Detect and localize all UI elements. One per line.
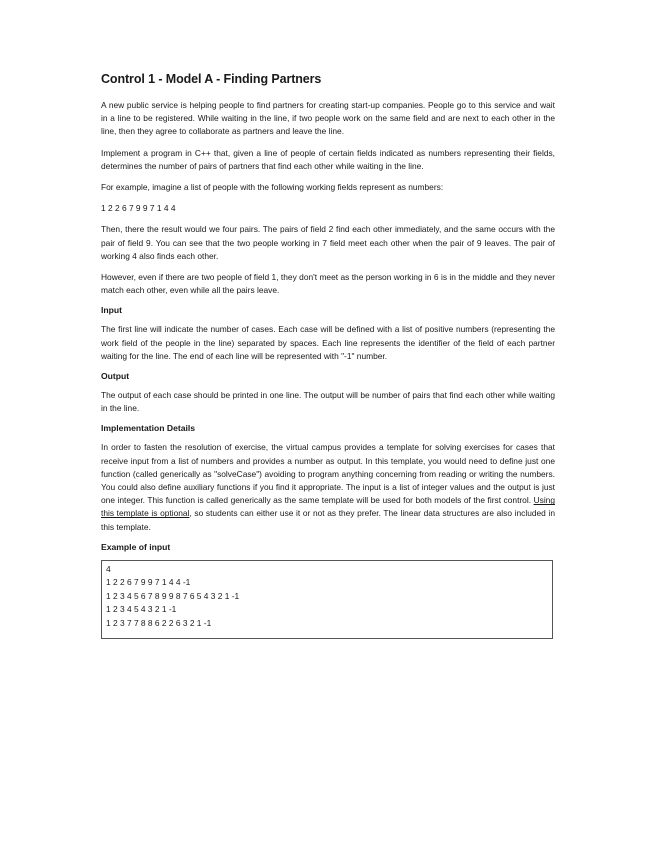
input-line: 1 2 3 4 5 6 7 8 9 9 8 7 6 5 4 3 2 1 -1 — [106, 590, 240, 601]
document-page — [101, 72, 555, 639]
document-title: Control 1 - Model A - Finding Partners — [101, 72, 322, 86]
example-numbers: 1 2 2 6 7 9 9 7 1 4 4 — [101, 203, 176, 214]
input-line: 1 2 3 4 5 4 3 2 1 -1 — [106, 604, 177, 615]
implementation-heading: Implementation Details — [101, 423, 196, 434]
implementation-text-start: In order to fasten the resolution of exercise, the virtual campus provides a template for solving exercises for cases that receive input from a list of numbers and provides a number as output. In this template, you would need to define just one function (called generically as "solveCase") avoiding to program anything concerning from reading or writing the numbers. You could also define auxiliary functions if you find it appropriate. The input is a list of integer values and the output is just one integer. This function is called generically as the same template will be used for both models of the first control. — [101, 442, 555, 506]
intro-paragraph: A new public service is helping people to find partners for creating start-up companies. People go to this service and wait in a line to be registered. While waiting in the line, if two people work on the same field and are next to each other in the line, then they agree to collaborate as partners and leave the line. — [101, 100, 555, 137]
example-intro-paragraph: For example, imagine a list of people with the following working fields represent as numbers: — [101, 182, 444, 193]
example-note-paragraph: However, even if there are two people of field 1, they don't meet as the person working in 6 is in the middle and they never match each other, even while all the pairs leave. — [101, 272, 555, 296]
implementation-text-end: , so students can either use it or not as they prefer. The linear data structures are also included in this template. — [101, 508, 555, 532]
input-line: 1 2 3 7 7 8 8 6 2 2 6 3 2 1 -1 — [106, 617, 212, 628]
example-result-paragraph: Then, there the result would we four pairs. The pairs of field 2 find each other immediately, and the same occurs with the pair of field 9. You can see that the two people working in 7 field meet each other when the pair of 9 leaves. The pair of working 4 also finds each other. — [101, 224, 555, 261]
implementation-paragraph — [101, 441, 555, 533]
template-optional-text: Using this template is optional — [101, 495, 555, 519]
output-heading: Output — [101, 371, 130, 382]
input-heading: Input — [101, 305, 122, 316]
task-paragraph: Implement a program in C++ that, given a line of people of certain fields indicated as numbers representing their fields, determines the number of pairs of partners that find each other while waiting in the line. — [101, 147, 555, 171]
output-paragraph: The output of each case should be printed in one line. The output will be number of pairs that find each other while waiting in the line. — [101, 390, 555, 414]
input-paragraph: The first line will indicate the number of cases. Each case will be defined with a list of positive numbers (representing the work field of the people in the line) separated by spaces. Each line represents the identifier of the field of each partner waiting for the line. The end of each line will be represented with "-1" number. — [101, 324, 555, 361]
input-line: 4 — [106, 563, 111, 574]
example-input-heading: Example of input — [101, 541, 171, 552]
input-line: 1 2 2 6 7 9 9 7 1 4 4 -1 — [106, 577, 191, 588]
example-input-box — [101, 560, 553, 639]
